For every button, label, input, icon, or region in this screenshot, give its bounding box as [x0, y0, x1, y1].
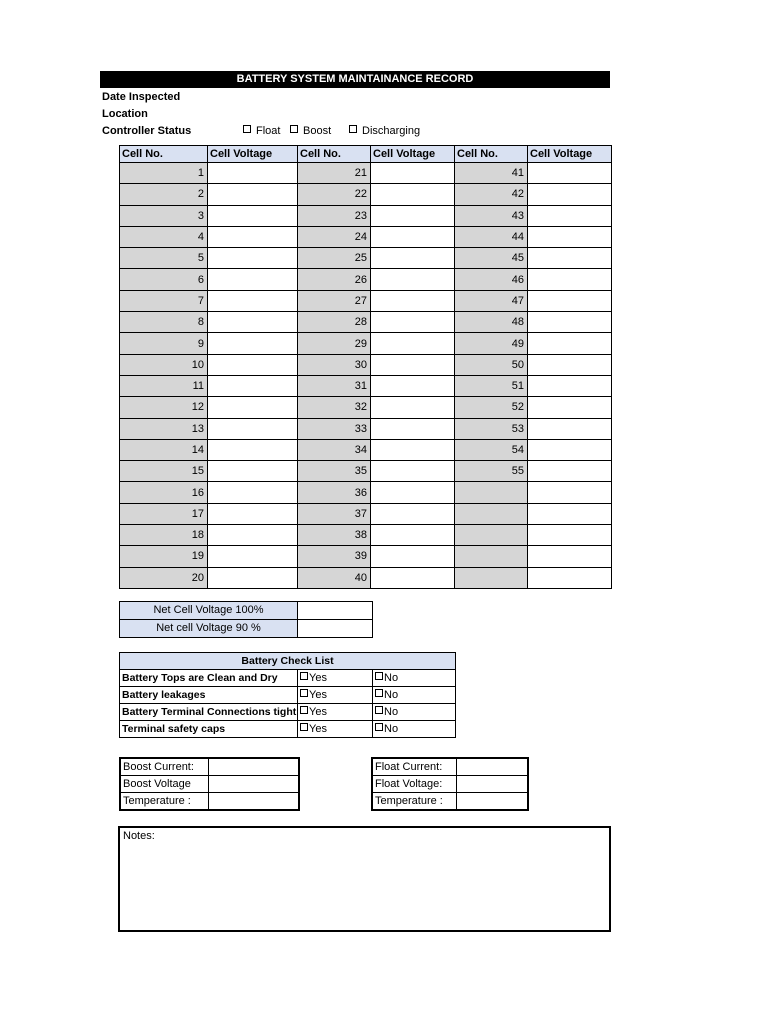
cell-number: 43	[455, 205, 528, 226]
table-row	[120, 704, 456, 721]
checkbox-icon[interactable]	[243, 125, 251, 133]
table-row	[120, 439, 612, 460]
cell-number: 27	[298, 290, 371, 311]
float-voltage-label: Float Voltage:	[372, 776, 456, 793]
table-row	[120, 776, 299, 793]
cell-number: 7	[120, 290, 208, 311]
cell-voltage-input[interactable]	[528, 184, 612, 205]
header-cell-voltage: Cell Voltage	[208, 146, 298, 163]
cell-number: 31	[298, 375, 371, 396]
status-option-discharging[interactable]: Discharging	[349, 124, 420, 138]
table-row	[372, 758, 528, 776]
cell-number: 15	[120, 461, 208, 482]
cell-voltage-input[interactable]	[371, 205, 455, 226]
status-option-boost[interactable]: Boost	[290, 124, 331, 138]
cell-number: 23	[298, 205, 371, 226]
cell-number: 41	[455, 163, 528, 184]
cell-voltage-input[interactable]	[371, 312, 455, 333]
checkbox-icon[interactable]	[375, 706, 383, 714]
location-label: Location	[102, 108, 148, 120]
table-row	[120, 482, 612, 503]
cell-voltage-input[interactable]	[208, 205, 298, 226]
cell-number: 6	[120, 269, 208, 290]
cell-number	[455, 546, 528, 567]
table-row	[120, 397, 612, 418]
cell-voltage-input[interactable]	[528, 248, 612, 269]
cell-number: 20	[120, 567, 208, 588]
cell-number: 25	[298, 248, 371, 269]
header-cell-voltage: Cell Voltage	[528, 146, 612, 163]
checklist-yes-option[interactable]: Yes	[298, 704, 373, 721]
float-current-input[interactable]	[456, 758, 528, 776]
cell-number: 36	[298, 482, 371, 503]
cell-voltage-input[interactable]	[371, 184, 455, 205]
float-temperature-label: Temperature :	[372, 793, 456, 811]
net-voltage-100-label: Net Cell Voltage 100%	[120, 602, 298, 620]
cell-number: 39	[298, 546, 371, 567]
checkbox-icon[interactable]	[300, 723, 308, 731]
table-row	[372, 793, 528, 811]
cell-voltage-input[interactable]	[208, 269, 298, 290]
table-row	[120, 503, 612, 524]
cell-voltage-input[interactable]	[208, 482, 298, 503]
cell-number: 30	[298, 354, 371, 375]
cell-number: 17	[120, 503, 208, 524]
cell-number: 51	[455, 375, 528, 396]
boost-temperature-label: Temperature :	[120, 793, 208, 811]
checklist-no-option[interactable]: No	[373, 721, 456, 738]
cell-voltage-input[interactable]	[208, 397, 298, 418]
header-cell-voltage: Cell Voltage	[371, 146, 455, 163]
cell-number: 11	[120, 375, 208, 396]
cell-number: 5	[120, 248, 208, 269]
net-voltage-90-input[interactable]	[298, 620, 373, 638]
cell-voltage-input[interactable]	[528, 269, 612, 290]
cell-number: 47	[455, 290, 528, 311]
cell-number: 13	[120, 418, 208, 439]
checklist-yes-option[interactable]: Yes	[298, 670, 373, 687]
table-row	[120, 567, 612, 588]
cell-number	[455, 567, 528, 588]
cell-number: 10	[120, 354, 208, 375]
cell-voltage-input[interactable]	[371, 375, 455, 396]
cell-voltage-input[interactable]	[208, 418, 298, 439]
cell-voltage-input[interactable]	[371, 333, 455, 354]
cell-number	[455, 482, 528, 503]
checkbox-icon[interactable]	[300, 689, 308, 697]
controller-status-label: Controller Status	[102, 125, 192, 137]
table-row	[120, 184, 612, 205]
cell-voltage-input[interactable]	[208, 567, 298, 588]
table-row	[372, 776, 528, 793]
table-row	[120, 525, 612, 546]
cell-number: 42	[455, 184, 528, 205]
checklist-item-label: Terminal safety caps	[120, 721, 298, 738]
cell-number: 38	[298, 525, 371, 546]
cell-voltage-input[interactable]	[371, 269, 455, 290]
table-row	[120, 248, 612, 269]
cell-voltage-input[interactable]	[528, 525, 612, 546]
cell-voltage-input[interactable]	[528, 226, 612, 247]
cell-number: 3	[120, 205, 208, 226]
checklist-no-option[interactable]: No	[373, 687, 456, 704]
cell-number: 32	[298, 397, 371, 418]
table-row	[120, 546, 612, 567]
cell-voltage-input[interactable]	[528, 163, 612, 184]
notes-label: Notes:	[123, 830, 155, 842]
cell-voltage-input[interactable]	[528, 567, 612, 588]
checkbox-icon[interactable]	[300, 672, 308, 680]
cell-voltage-input[interactable]	[208, 461, 298, 482]
cell-voltage-input[interactable]	[528, 439, 612, 460]
cell-number: 55	[455, 461, 528, 482]
checklist-item-label: Battery leakages	[120, 687, 298, 704]
cell-number: 33	[298, 418, 371, 439]
cell-number: 16	[120, 482, 208, 503]
table-row	[120, 687, 456, 704]
cell-number: 40	[298, 567, 371, 588]
table-row	[120, 226, 612, 247]
cell-number: 49	[455, 333, 528, 354]
cell-number: 53	[455, 418, 528, 439]
table-row	[120, 461, 612, 482]
cell-number: 1	[120, 163, 208, 184]
table-row	[120, 290, 612, 311]
checkbox-icon[interactable]	[375, 723, 383, 731]
cell-voltage-input[interactable]	[528, 354, 612, 375]
cell-voltage-input[interactable]	[528, 482, 612, 503]
checklist-item-label: Battery Terminal Connections tight	[120, 704, 298, 721]
checkbox-icon[interactable]	[375, 672, 383, 680]
table-row	[120, 418, 612, 439]
cell-voltage-input[interactable]	[208, 354, 298, 375]
boost-readings-table	[119, 757, 300, 811]
page-title: BATTERY SYSTEM MAINTAINANCE RECORD	[100, 71, 610, 88]
cell-voltage-input[interactable]	[208, 184, 298, 205]
cell-voltage-input[interactable]	[371, 439, 455, 460]
table-row	[120, 670, 456, 687]
cell-voltage-input[interactable]	[528, 418, 612, 439]
net-voltage-table	[119, 601, 373, 638]
date-inspected-label: Date Inspected	[102, 91, 181, 103]
cell-voltage-input[interactable]	[528, 205, 612, 226]
cell-voltage-input[interactable]	[208, 226, 298, 247]
float-readings-table	[371, 757, 529, 811]
table-row	[120, 163, 612, 184]
cell-voltage-input[interactable]	[208, 439, 298, 460]
cell-voltage-input[interactable]	[528, 461, 612, 482]
cell-voltage-input[interactable]	[208, 163, 298, 184]
boost-current-label: Boost Current:	[120, 758, 208, 776]
cell-voltage-input[interactable]	[371, 567, 455, 588]
table-header-row	[120, 146, 612, 163]
cell-number	[455, 525, 528, 546]
boost-voltage-label: Boost Voltage	[120, 776, 208, 793]
checkbox-icon[interactable]	[375, 689, 383, 697]
cell-number: 26	[298, 269, 371, 290]
cell-number: 4	[120, 226, 208, 247]
cell-voltage-input[interactable]	[208, 546, 298, 567]
cell-number: 12	[120, 397, 208, 418]
cell-number: 8	[120, 312, 208, 333]
checklist-no-option[interactable]: No	[373, 670, 456, 687]
cell-voltage-input[interactable]	[371, 503, 455, 524]
cell-number: 29	[298, 333, 371, 354]
status-option-float[interactable]: Float	[243, 124, 280, 138]
float-temperature-input[interactable]	[456, 793, 528, 811]
battery-check-list-table	[119, 652, 456, 738]
cell-number: 28	[298, 312, 371, 333]
cell-voltage-input[interactable]	[371, 163, 455, 184]
checkbox-icon[interactable]	[300, 706, 308, 714]
cell-number: 37	[298, 503, 371, 524]
header-cell-no: Cell No.	[120, 146, 208, 163]
checklist-yes-option[interactable]: Yes	[298, 721, 373, 738]
cell-number: 19	[120, 546, 208, 567]
cell-number: 44	[455, 226, 528, 247]
cell-voltage-input[interactable]	[371, 354, 455, 375]
header-cell-no: Cell No.	[455, 146, 528, 163]
cell-voltage-input[interactable]	[371, 525, 455, 546]
table-row	[120, 375, 612, 396]
table-row	[120, 721, 456, 738]
cell-number: 52	[455, 397, 528, 418]
table-row	[120, 333, 612, 354]
cell-number: 50	[455, 354, 528, 375]
table-row	[120, 793, 299, 811]
checkbox-icon[interactable]	[349, 125, 357, 133]
cell-number: 34	[298, 439, 371, 460]
net-voltage-100-input[interactable]	[298, 602, 373, 620]
table-row	[120, 620, 373, 638]
table-row	[120, 269, 612, 290]
cell-voltage-input[interactable]	[528, 333, 612, 354]
cell-voltage-input[interactable]	[371, 461, 455, 482]
cell-number: 9	[120, 333, 208, 354]
table-row	[120, 354, 612, 375]
float-voltage-input[interactable]	[456, 776, 528, 793]
cell-number: 46	[455, 269, 528, 290]
table-row	[120, 205, 612, 226]
cell-voltage-input[interactable]	[208, 248, 298, 269]
cell-voltage-input[interactable]	[528, 546, 612, 567]
cell-voltage-input[interactable]	[528, 503, 612, 524]
cell-number: 18	[120, 525, 208, 546]
cell-number: 24	[298, 226, 371, 247]
cell-voltage-input[interactable]	[371, 248, 455, 269]
cell-number: 21	[298, 163, 371, 184]
cell-number: 45	[455, 248, 528, 269]
cell-number: 2	[120, 184, 208, 205]
header-cell-no: Cell No.	[298, 146, 371, 163]
notes-box[interactable]	[118, 826, 611, 932]
checklist-no-option[interactable]: No	[373, 704, 456, 721]
boost-current-input[interactable]	[208, 758, 299, 776]
table-row	[120, 758, 299, 776]
cell-voltage-input[interactable]	[371, 482, 455, 503]
table-row	[120, 312, 612, 333]
cell-number: 54	[455, 439, 528, 460]
cell-voltage-input[interactable]	[208, 312, 298, 333]
checkbox-icon[interactable]	[290, 125, 298, 133]
checklist-yes-option[interactable]: Yes	[298, 687, 373, 704]
cell-number: 14	[120, 439, 208, 460]
cell-voltage-input[interactable]	[371, 546, 455, 567]
cell-number: 48	[455, 312, 528, 333]
boost-temperature-input[interactable]	[208, 793, 299, 811]
cell-voltage-input[interactable]	[371, 226, 455, 247]
cell-voltage-input[interactable]	[528, 312, 612, 333]
cell-voltage-input[interactable]	[528, 397, 612, 418]
cell-voltage-input[interactable]	[371, 418, 455, 439]
cell-voltage-input[interactable]	[208, 503, 298, 524]
cell-voltage-input[interactable]	[208, 375, 298, 396]
checklist-item-label: Battery Tops are Clean and Dry	[120, 670, 298, 687]
float-current-label: Float Current:	[372, 758, 456, 776]
boost-voltage-input[interactable]	[208, 776, 299, 793]
cell-number: 35	[298, 461, 371, 482]
cell-number	[455, 503, 528, 524]
cell-voltage-table	[119, 145, 612, 589]
cell-number: 22	[298, 184, 371, 205]
cell-voltage-input[interactable]	[528, 375, 612, 396]
cell-voltage-input[interactable]	[371, 290, 455, 311]
cell-voltage-input[interactable]	[371, 397, 455, 418]
cell-voltage-input[interactable]	[208, 525, 298, 546]
cell-voltage-input[interactable]	[528, 290, 612, 311]
table-row	[120, 602, 373, 620]
table-row	[120, 653, 456, 670]
net-voltage-90-label: Net cell Voltage 90 %	[120, 620, 298, 638]
checklist-title: Battery Check List	[120, 653, 456, 670]
cell-voltage-input[interactable]	[208, 333, 298, 354]
cell-voltage-input[interactable]	[208, 290, 298, 311]
